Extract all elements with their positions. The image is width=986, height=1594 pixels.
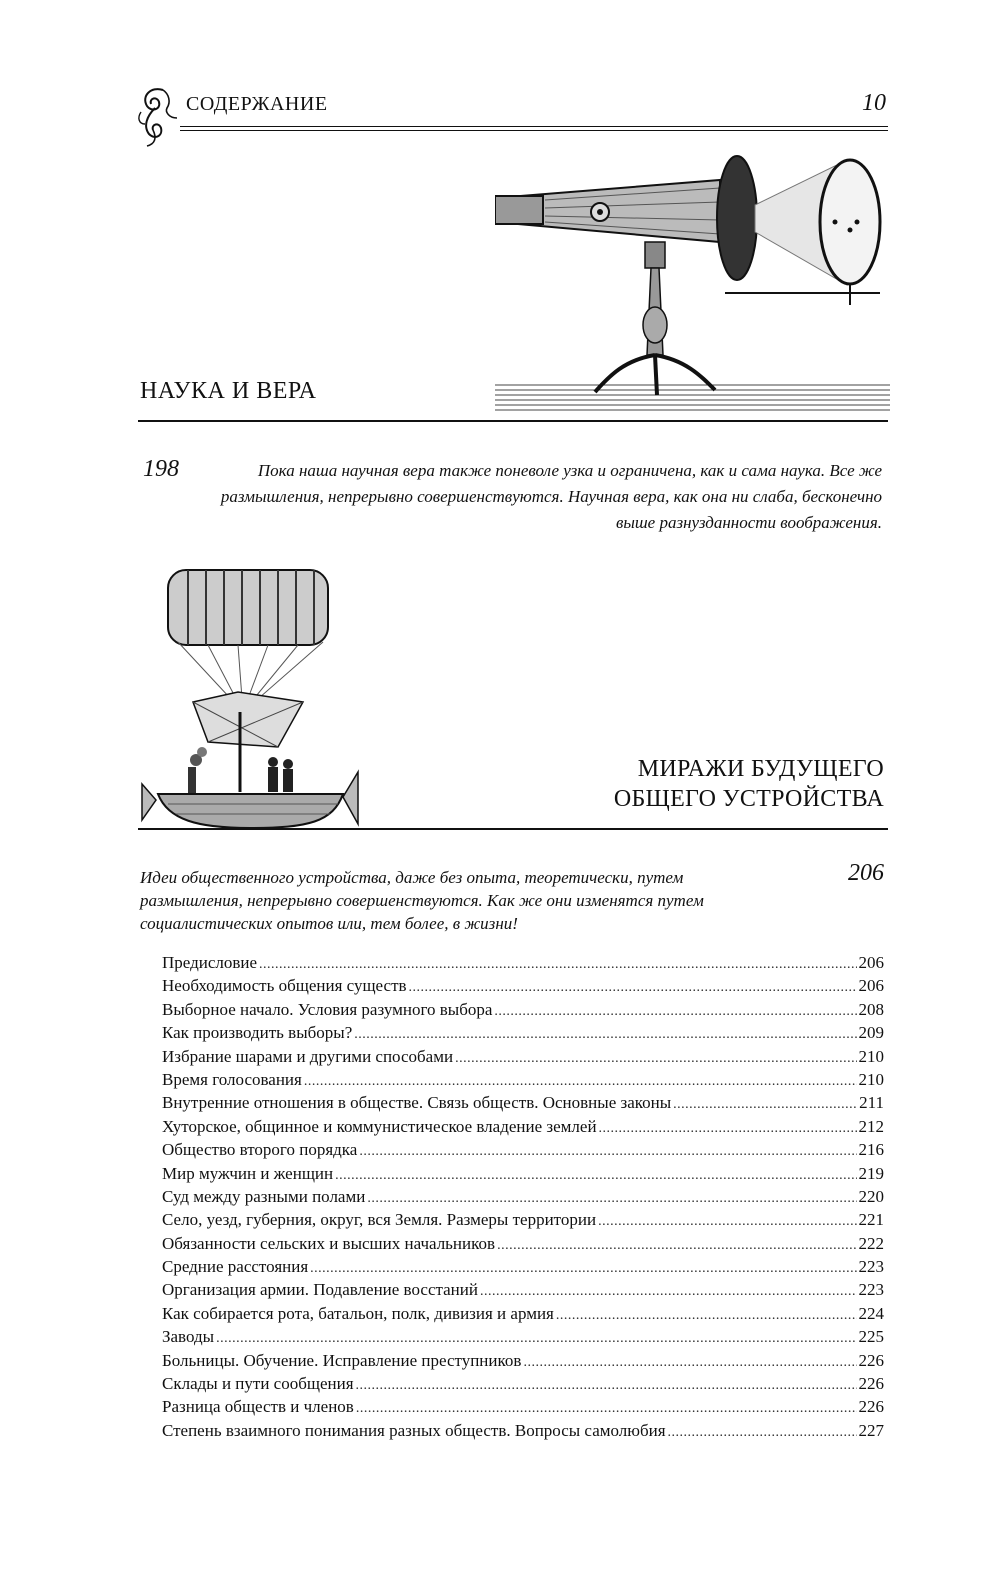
toc-entry-title: Как производить выборы?: [162, 1023, 353, 1043]
section-title-line: ОБЩЕГО УСТРОЙСТВА: [613, 786, 884, 812]
toc-entry-title: Степень взаимного понимания разных обществ. Вопросы самолюбия: [162, 1420, 666, 1440]
section-title: [524, 754, 884, 814]
toc-entry-page: 225: [858, 1327, 884, 1347]
toc-leader-dots: [359, 1144, 856, 1160]
toc-entry: [162, 976, 884, 999]
toc-entry-title: Выборное начало. Условия разумного выбора: [162, 999, 493, 1019]
toc-entry-page: 206: [858, 953, 884, 972]
toc-entry-page: 222: [858, 1233, 884, 1253]
toc-entry-title: Больницы. Обучение. Исправление преступников: [162, 1350, 522, 1370]
toc-entry-title: Избрание шарами и другими способами: [162, 1046, 454, 1066]
toc-entry-title: Суд между разными полами: [162, 1186, 366, 1206]
toc-entry: [162, 1070, 884, 1093]
toc-entry-title: Предисловие: [162, 953, 258, 972]
toc-leader-dots: [523, 1355, 856, 1371]
toc-entry-page: 221: [858, 1210, 884, 1230]
toc-entry-page: 208: [858, 999, 884, 1019]
toc-entry-title: Общество второго порядка: [162, 1140, 358, 1160]
toc-entry-page: 223: [858, 1280, 884, 1300]
toc-leader-dots: [310, 1261, 856, 1277]
toc-entry: [162, 1164, 884, 1187]
toc-leader-dots: [354, 1027, 856, 1043]
toc-entry: [162, 1093, 884, 1116]
toc-entry-title: Необходимость общения существ: [162, 976, 407, 996]
toc-entry-title: Средние расстояния: [162, 1257, 309, 1277]
telescope-illustration: [495, 150, 890, 415]
section-divider: [138, 828, 888, 830]
floral-ornament-icon: [133, 82, 183, 148]
toc-entry: [162, 1047, 884, 1070]
toc-entry-page: 210: [858, 1046, 884, 1066]
toc-leader-dots: [409, 980, 857, 996]
toc-entry: [162, 953, 884, 976]
toc-entry-page: 224: [858, 1303, 884, 1323]
toc-entry: [162, 1304, 884, 1327]
toc-entry: [162, 1327, 884, 1350]
page-number: 10: [862, 90, 886, 116]
toc-entry: [162, 1397, 884, 1420]
toc-entry-title: Время голосования: [162, 1069, 302, 1089]
toc-leader-dots: [668, 1425, 857, 1441]
toc-entry-page: 223: [858, 1257, 884, 1277]
header-title: СОДЕРЖАНИЕ: [186, 93, 328, 115]
toc-leader-dots: [356, 1401, 857, 1417]
section-title: НАУКА И ВЕРА: [140, 378, 317, 404]
airship-illustration: [138, 562, 363, 832]
section-page-number: 198: [143, 456, 179, 482]
toc-entry-title: Разница обществ и членов: [162, 1397, 354, 1417]
toc-entry: [162, 1000, 884, 1023]
toc-leader-dots: [259, 957, 856, 973]
toc-entry-page: 226: [858, 1374, 884, 1394]
toc-entry: [162, 1117, 884, 1140]
toc-entry-page: 206: [858, 976, 884, 996]
toc-entry-title: Организация армии. Подавление восстаний: [162, 1280, 478, 1300]
toc-entry-page: 210: [858, 1069, 884, 1089]
toc-entry-title: Заводы: [162, 1327, 215, 1347]
toc-leader-dots: [367, 1191, 856, 1207]
toc-leader-dots: [304, 1074, 857, 1090]
toc-entry-title: Как собирается рота, батальон, полк, дивизия и армия: [162, 1303, 554, 1323]
toc-entry: [162, 1374, 884, 1397]
toc-entry-title: Внутренние отношения в обществе. Связь обществ. Основные законы: [162, 1093, 672, 1113]
toc-entry: [162, 1140, 884, 1163]
toc-leader-dots: [216, 1331, 856, 1347]
toc-entry-page: 220: [858, 1186, 884, 1206]
toc-leader-dots: [598, 1214, 856, 1230]
toc-entry: [162, 1234, 884, 1257]
toc-entry-page: 226: [858, 1350, 884, 1370]
section-page-number: 206: [848, 860, 884, 886]
toc-entry-title: Обязанности сельских и высших начальников: [162, 1233, 496, 1253]
toc-leader-dots: [599, 1121, 857, 1137]
toc-entry-page: 216: [858, 1140, 884, 1160]
toc-entry-page: 227: [858, 1420, 884, 1440]
toc-entry: [162, 1023, 884, 1046]
toc-entry-page: 219: [858, 1163, 884, 1183]
toc-entry-title: Склады и пути сообщения: [162, 1374, 354, 1394]
toc-entry: [162, 1351, 884, 1374]
toc-leader-dots: [356, 1378, 857, 1394]
toc-entry-title: Мир мужчин и женщин: [162, 1163, 334, 1183]
toc-entry: [162, 1257, 884, 1280]
table-of-contents: [162, 953, 884, 1444]
toc-entry: [162, 1187, 884, 1210]
toc-entry-page: 212: [858, 1116, 884, 1136]
section-description: Пока наша научная вера также поневоле узка и ограничена, как и сама наука. Все же размышления, непрерывно совершенствуются. Научная вера, как она ни слаба, бесконечно выше разнузданности воображения.: [220, 461, 882, 532]
toc-entry-title: Хуторское, общинное и коммунистическое владение землей: [162, 1116, 597, 1136]
header-divider: [180, 126, 888, 131]
section-title-line: МИРАЖИ БУДУЩЕГО: [637, 756, 884, 782]
toc-entry: [162, 1280, 884, 1303]
toc-leader-dots: [480, 1284, 857, 1300]
toc-leader-dots: [556, 1308, 857, 1324]
section-divider: [138, 420, 888, 422]
toc-leader-dots: [673, 1097, 857, 1113]
section-description: Идеи общественного устройства, даже без опыта, теоретически, путем размышления, непрерывно совершенствуются. Как же они изменятся путем социалистических опытов или, тем более, в жизни!: [140, 868, 704, 933]
toc-leader-dots: [455, 1051, 856, 1067]
toc-entry-page: 209: [858, 1023, 884, 1043]
toc-entry: [162, 1210, 884, 1233]
toc-entry-title: Село, уезд, губерния, округ, вся Земля. Размеры территории: [162, 1210, 597, 1230]
toc-entry-page: 211: [859, 1093, 884, 1113]
toc-leader-dots: [494, 1004, 856, 1020]
toc-entry: [162, 1421, 884, 1444]
toc-leader-dots: [497, 1238, 856, 1254]
toc-leader-dots: [335, 1168, 856, 1184]
toc-entry-page: 226: [858, 1397, 884, 1417]
